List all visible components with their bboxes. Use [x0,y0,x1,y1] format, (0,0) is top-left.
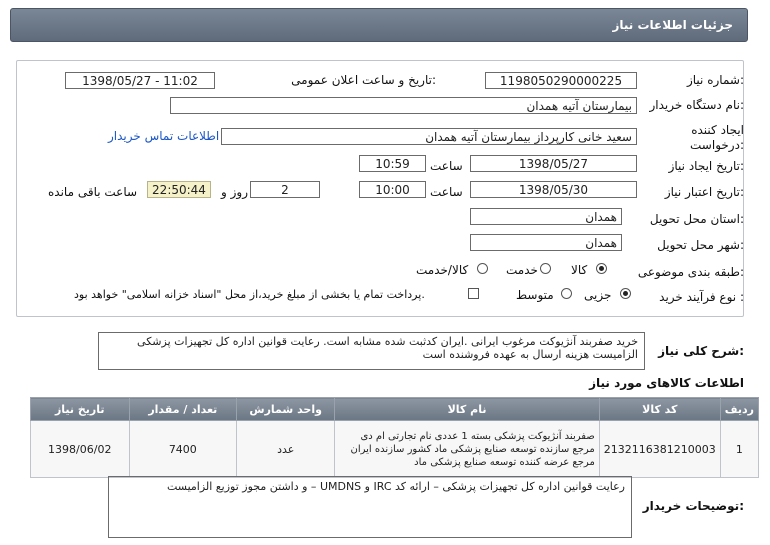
process-minor-label: جزیی [584,288,612,302]
process-medium-label: متوسط [516,288,554,302]
created-time-field[interactable]: 10:59 [359,155,426,172]
row-index-cell: 1 [720,421,758,478]
category-goods-service-label: کالا/خدمت [416,263,469,277]
validity-date-field[interactable]: 1398/05/30 [470,181,637,198]
created-time-label: ساعت [430,159,463,173]
col-item-name: نام کالا [335,398,600,421]
category-goods-radio[interactable] [596,263,607,274]
remaining-time-label: ساعت باقی مانده [48,185,138,199]
category-goods-label: کالا [571,263,588,277]
process-minor-radio[interactable] [620,288,631,299]
unit-cell: عدد [237,421,335,478]
creator-label-line1: ایجاد کننده [691,123,744,137]
treasury-payment-checkbox[interactable] [468,288,479,299]
category-service-label: خدمت [506,263,538,277]
buyer-contact-link[interactable]: اطلاعات تماس خریدار [108,129,220,143]
process-medium-radio[interactable] [561,288,572,299]
buyer-notes-label: توضیحات خریدار: [642,499,744,513]
items-table [30,397,759,478]
category-goods-service-radio[interactable] [477,263,488,274]
table-row[interactable] [31,421,759,478]
buyer-org-label: نام دستگاه خریدار: [649,98,744,112]
province-label: استان محل تحویل: [649,212,744,226]
page-title: جزئیات اطلاعات نیاز [612,18,733,32]
validity-time-label: ساعت [430,185,463,199]
validity-time-field[interactable]: 10:00 [359,181,426,198]
days-remaining-field[interactable]: 2 [250,181,320,198]
province-field[interactable]: همدان [470,208,622,225]
city-field[interactable]: همدان [470,234,622,251]
announce-datetime-field[interactable]: 1398/05/27 - 11:02 [65,72,215,89]
col-item-code: کد کالا [599,398,720,421]
col-unit: واحد شمارش [237,398,335,421]
item-code-cell: 2132116381210003 [599,421,720,478]
category-service-radio[interactable] [540,263,551,274]
announce-datetime-label: تاریخ و ساعت اعلان عمومی: [291,73,436,87]
need-date-cell: 1398/06/02 [31,421,130,478]
validity-date-label: تاریخ اعتبار نیاز: [664,185,744,199]
created-date-field[interactable]: 1398/05/27 [470,155,637,172]
process-label: نوع فرآیند خرید : [659,290,744,304]
buyer-org-field[interactable]: بیمارستان آتیه همدان [170,97,637,114]
category-label: طبقه بندی موضوعی: [637,265,744,279]
buyer-notes-box: رعایت قوانین اداره کل تجهیزات پزشکی – ارائه کد IRC و UMDNS – و داشتن مجوز توزیع الزامیست [108,476,632,538]
quantity-cell: 7400 [129,421,237,478]
general-desc-box: خرید صفربند آنژیوکت مرغوب ایرانی .ایران کدثبت شده مشابه است. رعایت قوانین اداره کل تجهیزات پزشکی الزامیست هزینه ارسال به عهده فروشنده است [98,332,645,370]
remaining-time-field: 22:50:44 [147,181,211,198]
col-quantity: تعداد / مقدار [129,398,237,421]
city-label: شهر محل تحویل: [657,238,744,252]
treasury-payment-note: پرداخت تمام یا بخشی از مبلغ خرید،از محل "اسناد خزانه اسلامی" خواهد بود. [74,288,425,301]
col-row-index: ردیف [720,398,758,421]
need-number-field[interactable]: 1198050290000225 [485,72,637,89]
days-label: روز و [221,185,248,199]
general-desc-label: شرح کلی نیاز: [658,344,744,358]
item-name-cell: صفربند آنژیوکت پزشکی بسته 1 عددی نام تجارتی ام دی مرجع سازنده توسعه صنایع پزشکی ماد کشور سازنده ایران مرجع عرضه کننده توسعه صنایع پزشکی ماد [335,421,600,478]
creator-label-line2: درخواست: [690,138,744,152]
col-need-date: تاریخ نیاز [31,398,130,421]
need-number-label: شماره نیاز: [686,73,744,87]
created-date-label: تاریخ ایجاد نیاز: [668,159,744,173]
items-table-header [31,398,759,421]
page-header [10,8,748,42]
creator-field[interactable]: سعید خانی کارپرداز بیمارستان آتیه همدان [221,128,637,145]
items-section-title: اطلاعات کالاهای مورد نیاز [589,376,744,390]
